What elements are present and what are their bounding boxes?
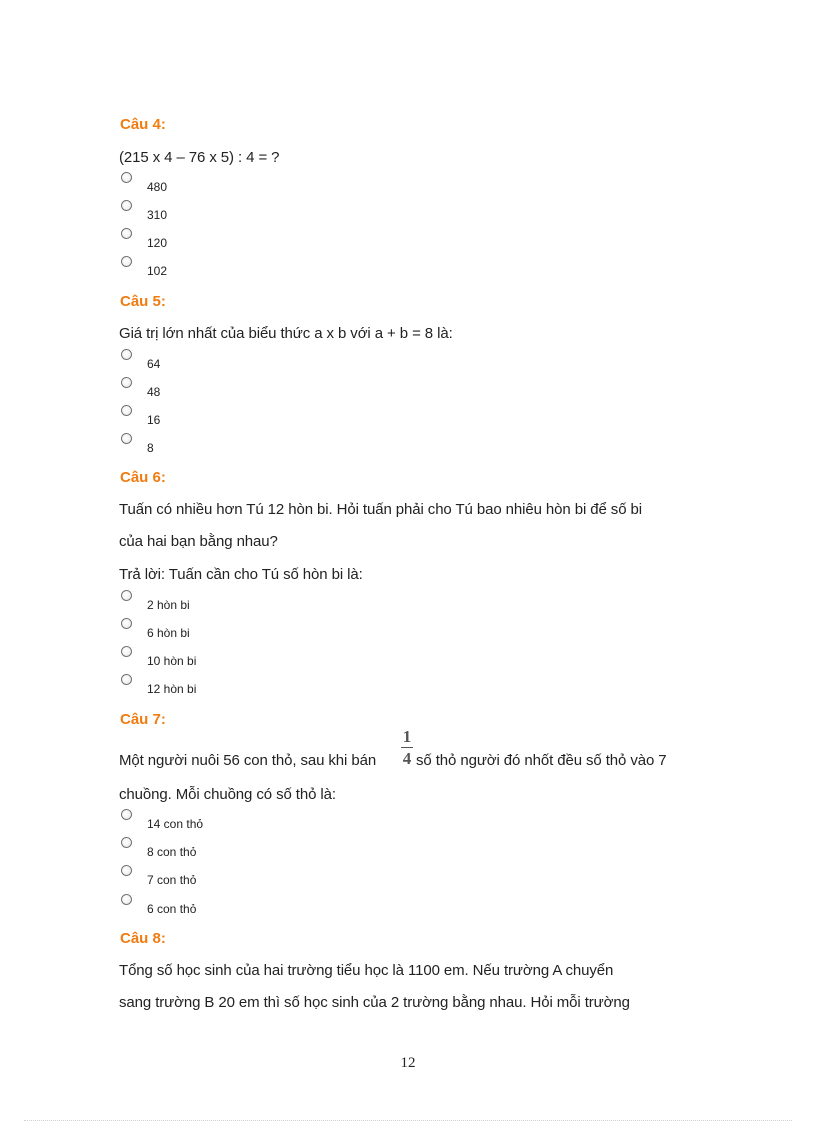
option-label: 16 bbox=[147, 413, 161, 427]
question-4-text: (215 x 4 – 76 x 5) : 4 = ? bbox=[119, 149, 280, 166]
radio-button[interactable] bbox=[121, 894, 132, 905]
radio-button[interactable] bbox=[121, 377, 132, 388]
fraction-denominator: 4 bbox=[402, 749, 412, 768]
option-label: 2 hòn bi bbox=[147, 598, 190, 612]
option-label: 12 hòn bi bbox=[147, 682, 197, 696]
radio-button[interactable] bbox=[121, 405, 132, 416]
question-5-title: Câu 5: bbox=[120, 293, 166, 310]
option-label: 48 bbox=[147, 385, 161, 399]
fraction-one-quarter bbox=[401, 728, 413, 768]
question-4-title: Câu 4: bbox=[120, 116, 166, 133]
radio-button[interactable] bbox=[121, 172, 132, 183]
question-7-text-line-2: chuồng. Mỗi chuồng có số thỏ là: bbox=[119, 786, 336, 803]
option-label: 310 bbox=[147, 208, 168, 222]
option-label: 64 bbox=[147, 357, 161, 371]
question-6-title: Câu 6: bbox=[120, 469, 166, 486]
radio-button[interactable] bbox=[121, 837, 132, 848]
option-label: 6 con thỏ bbox=[147, 902, 197, 916]
radio-button[interactable] bbox=[121, 200, 132, 211]
option-label: 6 hòn bi bbox=[147, 626, 190, 640]
radio-button[interactable] bbox=[121, 433, 132, 444]
radio-button[interactable] bbox=[121, 865, 132, 876]
option-label: 8 con thỏ bbox=[147, 845, 197, 859]
page-number: 12 bbox=[400, 1055, 416, 1071]
option-label: 120 bbox=[147, 236, 168, 250]
radio-button[interactable] bbox=[121, 674, 132, 685]
option-label: 480 bbox=[147, 180, 168, 194]
question-5-text: Giá trị lớn nhất của biểu thức a x b với a + b = 8 là: bbox=[119, 325, 453, 342]
question-7-title: Câu 7: bbox=[120, 711, 166, 728]
radio-button[interactable] bbox=[121, 618, 132, 629]
radio-button[interactable] bbox=[121, 349, 132, 360]
page-divider bbox=[24, 1120, 792, 1121]
radio-button[interactable] bbox=[121, 809, 132, 820]
question-6-text-line-2: của hai bạn bằng nhau? bbox=[119, 533, 278, 550]
option-label: 10 hòn bi bbox=[147, 654, 197, 668]
option-label: 8 bbox=[147, 441, 154, 455]
question-7-text-line-1b: số thỏ người đó nhốt đều số thỏ vào 7 bbox=[416, 752, 667, 769]
option-label: 14 con thỏ bbox=[147, 817, 204, 831]
question-6-answer-prompt: Trả lời: Tuấn cần cho Tú số hòn bi là: bbox=[119, 566, 363, 583]
question-8-text-line-2: sang trường B 20 em thì số học sinh của 2 trường bằng nhau. Hỏi mỗi trường bbox=[119, 994, 630, 1011]
radio-button[interactable] bbox=[121, 646, 132, 657]
question-8-title: Câu 8: bbox=[120, 930, 166, 947]
radio-button[interactable] bbox=[121, 228, 132, 239]
option-label: 7 con thỏ bbox=[147, 873, 197, 887]
question-6-text-line-1: Tuấn có nhiều hơn Tú 12 hòn bi. Hỏi tuấn phải cho Tú bao nhiêu hòn bi để số bi bbox=[119, 501, 642, 518]
question-7-text-line-1a: Một người nuôi 56 con thỏ, sau khi bán bbox=[119, 752, 377, 769]
fraction-numerator: 1 bbox=[402, 727, 412, 746]
radio-button[interactable] bbox=[121, 256, 132, 267]
question-8-text-line-1: Tổng số học sinh của hai trường tiểu học là 1100 em. Nếu trường A chuyển bbox=[119, 962, 614, 979]
fraction-bar bbox=[401, 747, 413, 748]
option-label: 102 bbox=[147, 264, 168, 278]
radio-button[interactable] bbox=[121, 590, 132, 601]
